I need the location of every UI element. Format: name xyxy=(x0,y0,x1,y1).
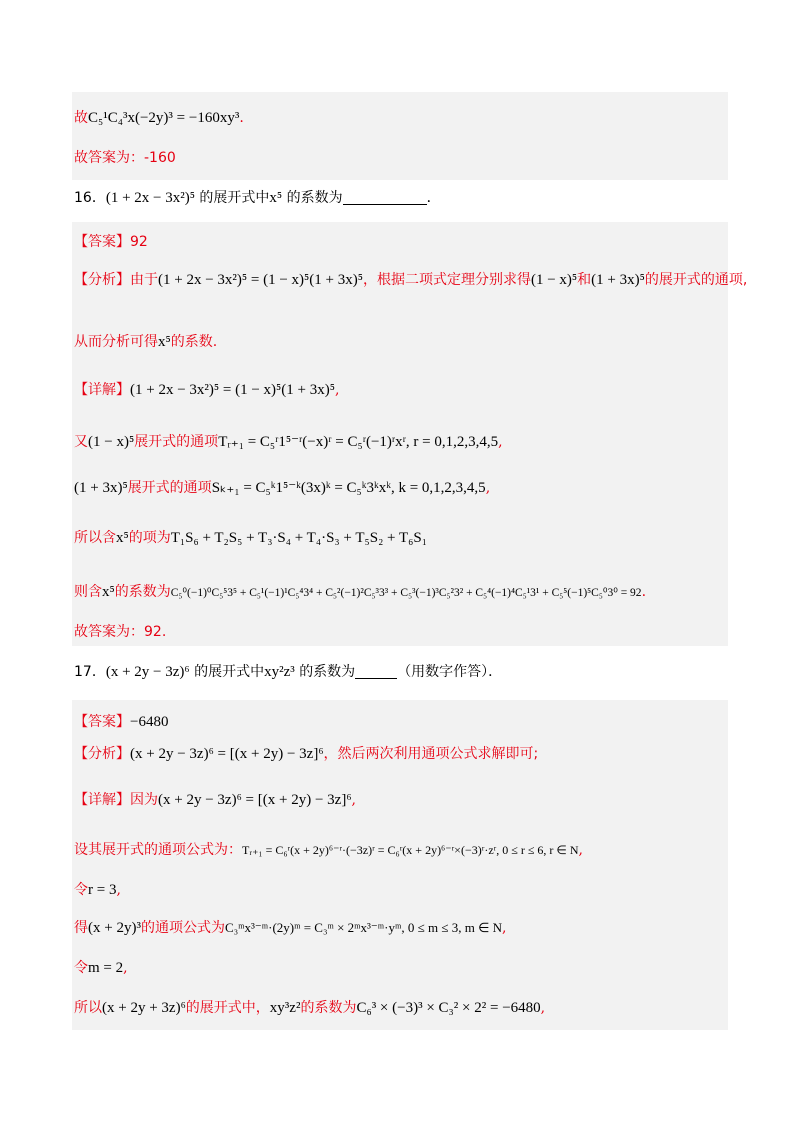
answer-blank xyxy=(343,190,427,205)
q15-answer: 故答案为：-160 xyxy=(74,150,176,166)
q17-detail-result: 所以(x + 2y + 3z)⁶的展开式中，xy³z²的系数为C₆³ × (−3)³ × C₃² × 2² = −6480, xyxy=(74,1000,546,1016)
q16-detail: 【详解】(1 + 2x − 3x²)⁵ = (1 − x)⁵(1 + 3x)⁵, xyxy=(74,382,340,398)
question-17: 17．(x + 2y − 3z)⁶ 的展开式中xy²z³ 的系数为 （用数字作答）． xyxy=(74,664,503,680)
q16-detail-sum: 则含x⁵的系数为C₅⁰(−1)⁰C₅⁵3⁵ + C₅¹(−1)¹C₅⁴3⁴ + C₅²(−1)²C₅³3³ + C₅³(−1)³C₅²3² + C₅⁴(−1)⁴C₅¹3¹ + C₅⁵(−1)⁵C₅⁰3⁰ = 92. xyxy=(74,584,647,600)
q17-answer: 【答案】−6480 xyxy=(74,714,169,730)
q16-analysis-cont: 从而分析可得x⁵的系数. xyxy=(74,334,218,350)
q16-detail-term1: 又(1 − x)⁵展开式的通项Tᵣ₊₁ = C₅ʳ1⁵⁻ʳ(−x)ʳ = C₅ʳ(−1)ʳxʳ, r = 0,1,2,3,4,5, xyxy=(74,434,503,450)
question-16: 16．(1 + 2x − 3x²)⁵ 的展开式中x⁵ 的系数为 ． xyxy=(74,190,441,206)
q16-detail-term2: (1 + 3x)⁵展开式的通项Sₖ₊₁ = C₅ᵏ1⁵⁻ᵏ(3x)ᵏ = C₅ᵏ3ᵏxᵏ, k = 0,1,2,3,4,5, xyxy=(74,480,491,496)
q17-detail: 【详解】因为(x + 2y − 3z)⁶ = [(x + 2y) − 3z]⁶, xyxy=(74,792,356,808)
answer-blank xyxy=(355,664,397,679)
q16-analysis: 【分析】由于(1 + 2x − 3x²)⁵ = (1 − x)⁵(1 + 3x)⁵，根据二项式定理分别求得(1 − x)⁵和(1 + 3x)⁵的展开式的通项, xyxy=(74,272,748,288)
q17-detail-set-m: 令m = 2, xyxy=(74,960,128,976)
q16-final-answer: 故答案为：92. xyxy=(74,624,167,640)
q15-conclusion: 故C₅¹C₄³x(−2y)³ = −160xy³. xyxy=(74,110,244,126)
q17-detail-general-term: 设其展开式的通项公式为：Tᵣ₊₁ = C₆ʳ(x + 2y)⁶⁻ʳ·(−3z)ʳ = C₆ʳ(x + 2y)⁶⁻ʳ×(−3)ʳ·zʳ, 0 ≤ r ≤ 6, r ∈ N, xyxy=(74,842,583,858)
q17-detail-set-r: 令r = 3, xyxy=(74,882,121,898)
q16-answer: 【答案】92 xyxy=(74,234,148,250)
q16-detail-terms: 所以含x⁵的项为T₁S₆ + T₂S₅ + T₃·S₄ + T₄·S₃ + T₅S₂ + T₆S₁ xyxy=(74,530,427,546)
q17-analysis: 【分析】(x + 2y − 3z)⁶ = [(x + 2y) − 3z]⁶，然后两次利用通项公式求解即可; xyxy=(74,746,539,762)
q17-detail-sub-term: 得(x + 2y)³的通项公式为C₃ᵐx³⁻ᵐ·(2y)ᵐ = C₃ᵐ × 2ᵐx³⁻ᵐ·yᵐ, 0 ≤ m ≤ 3, m ∈ N, xyxy=(74,920,507,936)
